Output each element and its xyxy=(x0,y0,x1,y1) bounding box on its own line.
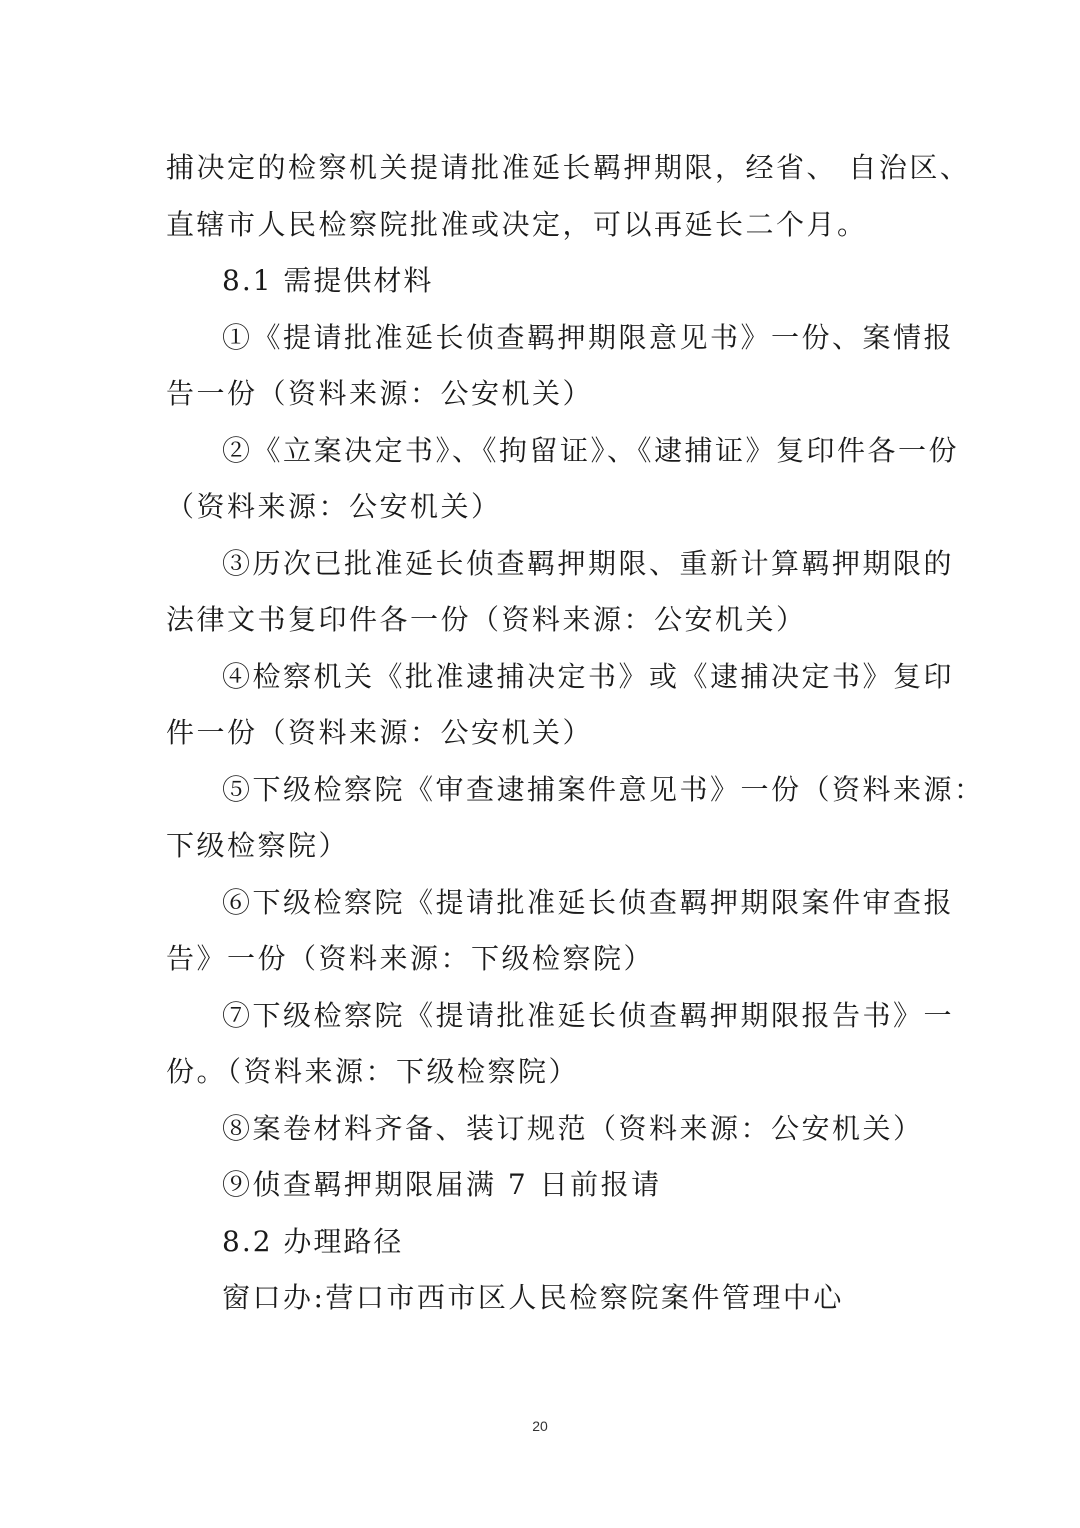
page-number: 20 xyxy=(532,1418,548,1434)
section-heading-8-2: 8.2 办理路径 xyxy=(222,1224,404,1258)
processing-window-line: 窗口办:营口市西市区人民检察院案件管理中心 xyxy=(222,1281,844,1314)
material-item-5: ⑤下级检察院《审查逮捕案件意见书》一份（资料来源： xyxy=(222,772,985,806)
material-item-7-cont: 份。（资料来源：下级检察院） xyxy=(166,1055,580,1088)
material-item-1: ①《提请批准延长侦查羁押期限意见书》一份、案情报 xyxy=(222,320,955,354)
material-item-8: ⑧案卷材料齐备、装订规范（资料来源：公安机关） xyxy=(222,1111,924,1145)
material-item-4: ④检察机关《批准逮捕决定书》或《逮捕决定书》复印 xyxy=(222,659,955,693)
material-item-2: ②《立案决定书》、《拘留证》、《逮捕证》复印件各一份 xyxy=(222,433,960,467)
material-item-2-cont: （资料来源：公安机关） xyxy=(166,490,502,523)
document-body xyxy=(166,140,985,1327)
material-item-6-cont: 告》一份（资料来源：下级检察院） xyxy=(166,942,655,975)
material-item-4-cont: 件一份（资料来源：公安机关） xyxy=(166,716,594,749)
material-item-3-cont: 法律文书复印件各一份（资料来源：公安机关） xyxy=(166,603,807,636)
material-item-1-cont: 告一份（资料来源：公安机关） xyxy=(166,377,594,410)
material-item-7: ⑦下级检察院《提请批准延长侦查羁押期限报告书》一 xyxy=(222,998,955,1032)
material-item-3: ③历次已批准延长侦查羁押期限、重新计算羁押期限的 xyxy=(222,546,955,580)
paragraph-line: 捕决定的检察机关提请批准延长羁押期限，经省、 自治区、 xyxy=(166,151,971,184)
paragraph-line: 直辖市人民检察院批准或决定，可以再延长二个月。 xyxy=(166,207,868,241)
material-item-5-cont: 下级检察院） xyxy=(166,829,350,862)
material-item-6: ⑥下级检察院《提请批准延长侦查羁押期限案件审查报 xyxy=(222,885,955,919)
material-item-9: ⑨侦查羁押期限届满 7 日前报请 xyxy=(222,1168,662,1201)
section-heading-8-1: 8.1 需提供材料 xyxy=(222,264,434,297)
